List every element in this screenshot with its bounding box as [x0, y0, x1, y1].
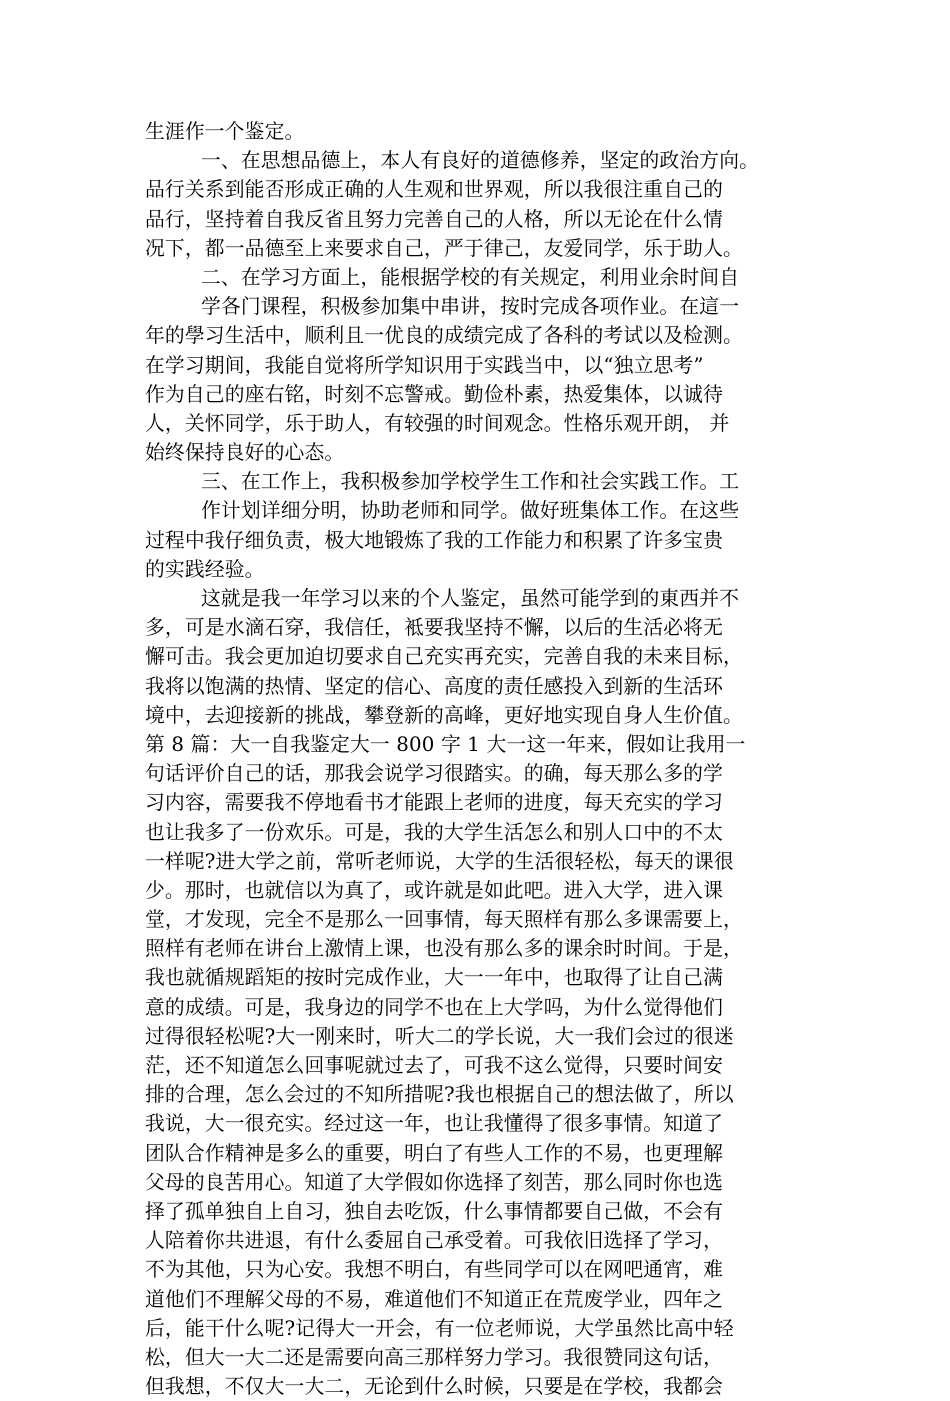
text-line: 一、在思想品德上，本人有良好的道德修养，坚定的政治方向。	[201, 149, 760, 173]
document-page	[145, 117, 810, 1399]
text-line: 的实践经验。	[145, 557, 265, 581]
text-line: 我说，大一很充实。经过这一年，也让我懂得了很多事情。知道了	[145, 1112, 724, 1136]
text-line: 道他们不理解父母的不易，难道他们不知道正在荒废学业，四年之	[145, 1287, 724, 1311]
text-line: 我也就循规蹈矩的按时完成作业，大一一年中，也取得了让自己满	[145, 966, 724, 990]
text-line: 学各门课程，积极参加集中串讲，按时完成各项作业。在這一	[201, 295, 740, 319]
text-line: 人陪着你共进退，有什么委屈自己承受着。可我依旧选择了学习，	[145, 1229, 724, 1253]
text-line: 少。那时，也就信以为真了，或许就是如此吧。进入大学，进入课	[145, 878, 724, 902]
text-line: 过得很轻松呢?大一刚来时，听大二的学长说，大一我们会过的很迷	[145, 1024, 734, 1048]
text-line: 这就是我一年学习以来的个人鉴定，虽然可能学到的東西并不	[201, 587, 740, 610]
text-line: 择了孤单独自上自习，独自去吃饭，什么事情都要自己做，不会有	[145, 1199, 724, 1223]
text-line: 境中，去迎接新的挑战，攀登新的高峰，更好地实现自身人生价值。	[145, 703, 743, 727]
text-line: 过程中我仔细负责，极大地锻炼了我的工作能力和积累了许多宝贵	[145, 528, 724, 552]
text-line: 在学习期间，我能自觉将所学知识用于实践当中，以“独立思考”	[145, 353, 704, 377]
text-line: 作计划详细分明，协助老师和同学。做好班集体工作。在这些	[201, 499, 740, 523]
text-line: 排的合理，怎么会过的不知所措呢?我也根据自己的想法做了，所以	[145, 1083, 734, 1107]
text-line: 后，能干什么呢?记得大一开会，有一位老师说，大学虽然比高中轻	[145, 1316, 734, 1340]
text-line: 团队合作精神是多么的重要，明白了有些人工作的不易，也更理解	[145, 1141, 724, 1165]
text-line: 二、在学习方面上，能根据学校的有关规定，利用业余时间自	[201, 265, 740, 289]
text-line: 品行关系到能否形成正确的人生观和世界观，所以我很注重自己的	[145, 178, 724, 202]
text-line: 父母的良苦用心。知道了大学假如你选择了刻苦，那么同时你也选	[145, 1170, 724, 1194]
text-line: 第 8 篇：大一自我鉴定大一 800 字 1 大一这一年来，假如让我用一	[145, 732, 746, 756]
text-line: 年的學习生活中，顺利且一优良的成绩完成了各科的考试以及检测。	[145, 324, 743, 348]
text-line: 不为其他，只为心安。我想不明白，有些同学可以在网吧通宵，难	[145, 1258, 724, 1282]
text-line: 茫，还不知道怎么回事呢就过去了，可我不这么觉得，只要时间安	[145, 1054, 724, 1077]
text-line: 多，可是水滴石穿，我信任，袛要我坚持不懈，以后的生活必将无	[145, 616, 724, 640]
text-line: 始终保持良好的心态。	[145, 441, 345, 465]
text-line: 松，但大一大二还是需要向高三那样努力学习。我很赞同这句话，	[145, 1345, 724, 1369]
text-line: 懈可击。我会更加迫切要求自己充实再充实，完善自我的未来目标，	[145, 645, 743, 669]
text-line: 但我想，不仅大一大二，无论到什么时候，只要是在学校，我都会	[145, 1375, 724, 1399]
text-line: 我将以饱满的热情、坚定的信心、高度的责任感投入到新的生活环	[145, 674, 724, 698]
text-line: 照样有老师在讲台上激情上课，也没有那么多的课余时时间。于是，	[145, 937, 743, 961]
text-line: 人，关怀同学，乐于助人，有较强的时间观念。性格乐观开朗， 并	[145, 411, 730, 435]
text-line: 一样呢?进大学之前，常听老师说，大学的生活很轻松，每天的课很	[145, 849, 734, 873]
text-line: 作为自己的座右铭，时刻不忘警戒。勤俭朴素，热爱集体，以诚待	[145, 382, 724, 406]
text-line: 生涯作一个鉴定。	[145, 120, 305, 143]
text-line: 况下，都一品德至上来要求自己，严于律己，友爱同学，乐于助人。	[145, 236, 743, 260]
text-line: 三、在工作上，我积极参加学校学生工作和社会实践工作。工	[201, 470, 740, 494]
text-line: 意的成绩。可是，我身边的同学不也在上大学吗，为什么觉得他们	[145, 995, 724, 1019]
text-line: 句话评价自己的话，那我会说学习很踏实。的确，每天那么多的学	[145, 762, 724, 786]
text-line: 也让我多了一份欢乐。可是，我的大学生活怎么和别人口中的不太	[145, 820, 724, 844]
text-line: 堂，才发现，完全不是那么一回事情，每天照样有那么多课需要上，	[145, 908, 743, 932]
text-line: 习内容，需要我不停地看书才能跟上老师的进度，每天充实的学习	[145, 791, 724, 815]
text-line: 品行，坚持着自我反省且努力完善自己的人格，所以无论在什么情	[145, 207, 724, 231]
